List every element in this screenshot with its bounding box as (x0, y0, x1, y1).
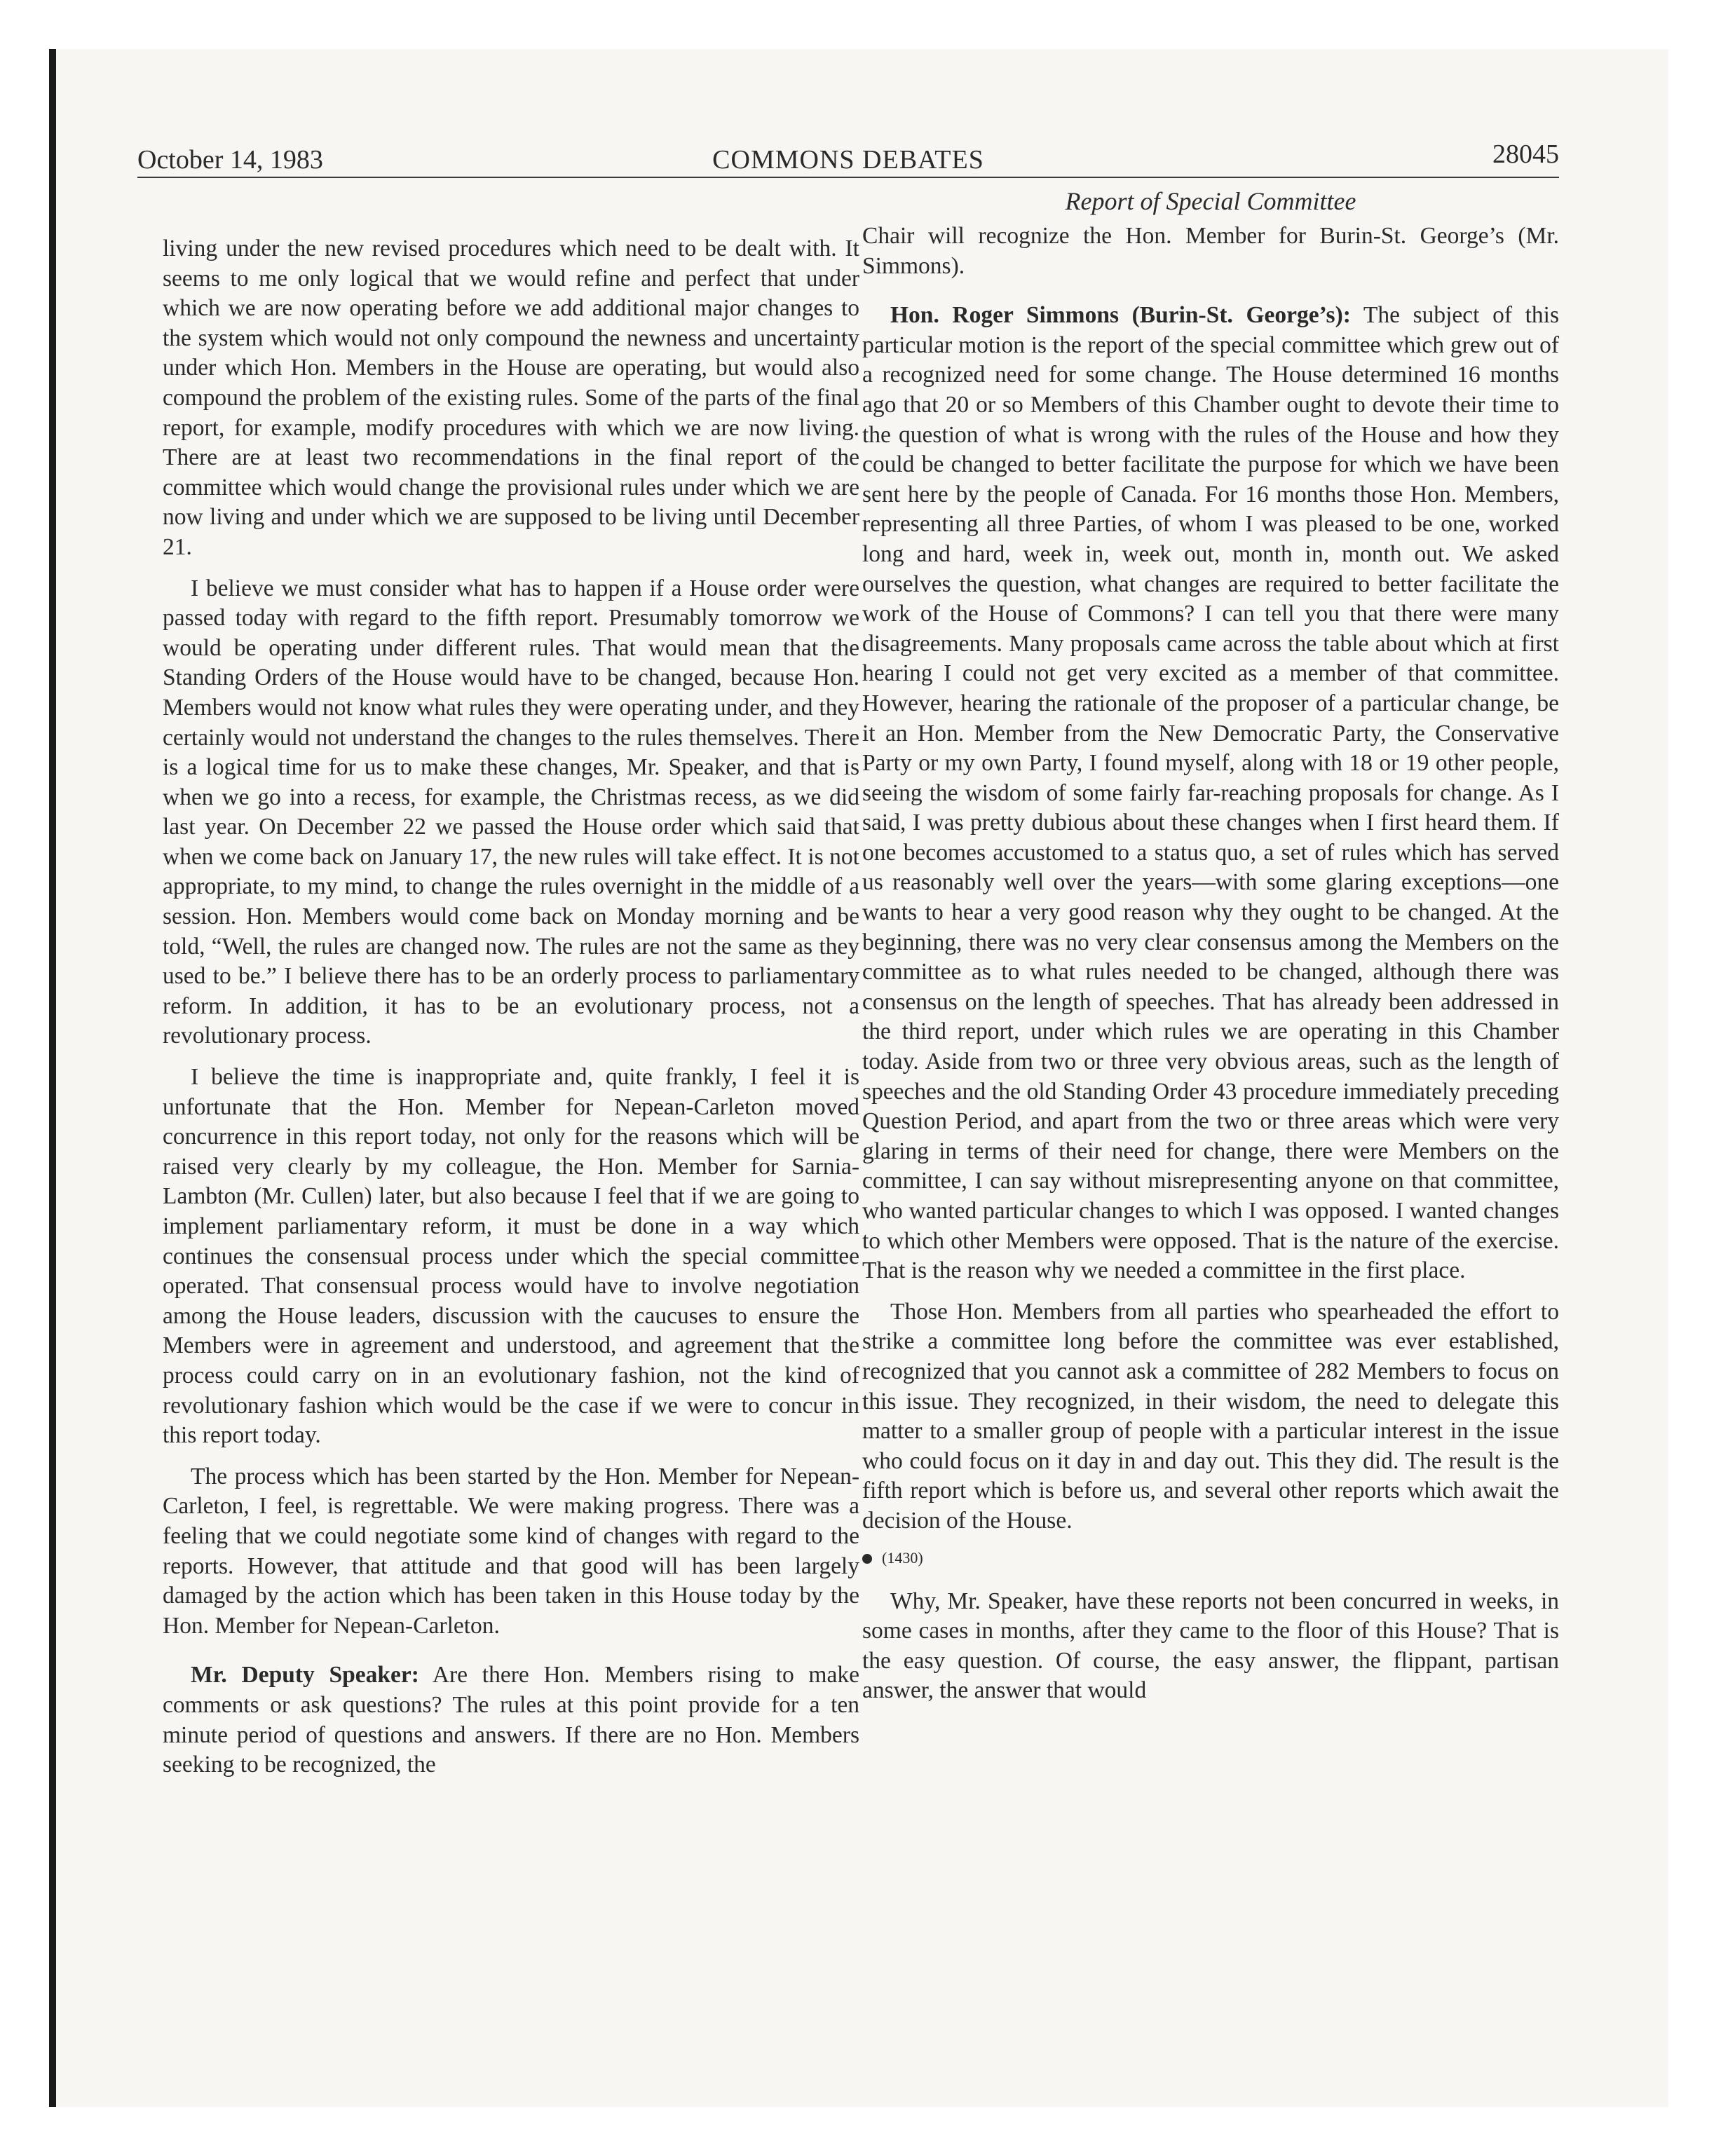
speech-text: The subject of this particular motion is the report of the special committee which grew out of a recognized need for some change. The House determined 16 months ago that 20 or so Members of this Chamber ought to devote their time to the question of what is wrong with the rules of the House and how they could be changed to better facilitate the purpose for which we have been sent here by the people of Canada. For 16 months those Hon. Members, representing all three Parties, of whom I was pleased to be one, worked long and hard, week in, week out, month in, month out. We asked ourselves the question, what changes are required to better facilitate the work of the House of Commons? I can tell you that there were many disagreements. Many proposals came across the table about which at first hearing I could not get very excited as a member of that committee. However, hearing the rationale of the proposer of a particular change, be it an Hon. Member from the New Democratic Party, the Conservative Party or my own Party, I found myself, along with 18 or 19 other people, seeing the wisdom of some fairly far-reaching proposals for change. As I said, I was pretty dubious about these changes when I first heard them. If one becomes accustomed to a status quo, a set of rules which has served us reasonably well over the years—with some glaring exceptions—one wants to hear a very good reason why they ought to be changed. At the beginning, there was no very clear consensus among the Members on the committee as to what rules needed to be changed, although there was consensus on the length of speeches. That has already been addressed in the third report, under which rules we are operating in this Chamber today. Aside from two or three very obvious areas, such as the length of speeches and the old Standing Order 43 procedure immediately preceding Question Period, and apart from the two or three areas which were very glaring in terms of their need for change, there were Members on the committee, I can say without misrepresenting anyone on that committee, who wanted particular changes to which I was opposed. I wanted changes to which other Members were opposed. That is the nature of the exercise. That is the reason why we needed a committee in the first place. (862, 302, 1559, 1284)
left-column (163, 234, 859, 1792)
paragraph: I believe the time is inappropriate and, quite frankly, I feel it is unfortunate that the Hon. Member for Nepean-Carleton moved concurrence in this report today, not only for the reasons which will be raised very clearly by my colleague, the Hon. Member for Sarnia-Lambton (Mr. Cullen) later, but also because I feel that if we are going to implement parliamentary reform, it must be done in a way which continues the consensual process under which the special committee operated. That consensual process would have to involve negotiation among the House leaders, discussion with the caucuses to ensure the Members were in agreement and understood, and agreement that the process could carry on in an evolutionary fashion, not the kind of revolutionary fashion which would be the case if we were to concur in this report today. (163, 1064, 859, 1449)
page-header (137, 137, 1559, 178)
scan-edge (49, 49, 56, 2107)
paragraph: The process which has been started by the Hon. Member for Nepean-Carleton, I feel, is regrettable. We were making progress. There was a feeling that we could negotiate some kind of changes with regard to the reports. However, that attitude and that good will has been largely damaged by the action which has been taken in this House today by the Hon. Member for Nepean-Carleton. (163, 1463, 859, 1639)
speech-paragraph (163, 1660, 859, 1780)
speech-paragraph (862, 301, 1559, 1286)
speaker-name: Hon. Roger Simmons (Burin-St. George’s): (890, 302, 1351, 329)
bullet-icon (862, 1554, 872, 1564)
paragraph: Why, Mr. Speaker, have these reports not been concurred in weeks, in some cases in months, after they came to the floor of this House? That is the easy question. Of course, the easy answer, the flippant, partisan answer, the answer that would (862, 1588, 1559, 1704)
header-date: October 14, 1983 (137, 145, 323, 175)
right-column (862, 221, 1559, 1717)
time-marker (862, 1548, 1559, 1569)
section-title: Report of Special Committee (1065, 187, 1356, 215)
speaker-name: Mr. Deputy Speaker: (191, 1662, 419, 1688)
paragraph: living under the new revised procedures which need to be dealt with. It seems to me only logical that we would refine and perfect that under which we are now operating before we add additional major changes to the system which would not only compound the newness and uncertainty under which Hon. Members in the House are operating, but would also compound the problem of the existing rules. Some of the parts of the final report, for example, modify procedures with which we are now living. There are at least two recommendations in the final report of the committee which would change the provisional rules under which we are now living and under which we are supposed to be living until December 21. (163, 236, 859, 560)
paragraph: Chair will recognize the Hon. Member for Burin-St. George’s (Mr. Simmons). (862, 223, 1559, 279)
speech-text: Are there Hon. Members rising to make comments or ask questions? The rules at this point provide for a ten minute period of questions and answers. If there are no Hon. Members seeking to be recognized, the (163, 1662, 859, 1778)
timestamp-label: (1430) (882, 1548, 923, 1567)
paragraph: I believe we must consider what has to happen if a House order were passed today with regard to the fifth report. Presumably tomorrow we would be operating under different rules. That would mean that the Standing Orders of the House would have to be changed, because Hon. Members would not know what rules they were operating under, and they certainly would not understand the changes to the rules themselves. There is a logical time for us to make these changes, Mr. Speaker, and that is when we go into a recess, for example, the Christmas recess, as we did last year. On December 22 we passed the House order which said that when we come back on January 17, the new rules will take effect. It is not appropriate, to my mind, to change the rules overnight in the middle of a session. Hon. Members would come back on Monday morning and be told, “Well, the rules are changed now. The rules are not the same as they used to be.” I believe there has to be an orderly process to parliamentary reform. In addition, it has to be an evolutionary process, not a revolutionary process. (163, 575, 859, 1049)
paragraph: Those Hon. Members from all parties who spearheaded the effort to strike a committee long before the committee was ever established, recognized that you cannot ask a committee of 282 Members to focus on this issue. They recognized, in their wisdom, the need to delegate this matter to a smaller group of people with a particular interest in the issue who could focus on it day in and day out. This they did. The result is the fifth report which is before us, and several other reports which await the decision of the House. (862, 1298, 1559, 1534)
header-title: COMMONS DEBATES (712, 145, 984, 175)
header-page-number: 28045 (1492, 139, 1559, 169)
